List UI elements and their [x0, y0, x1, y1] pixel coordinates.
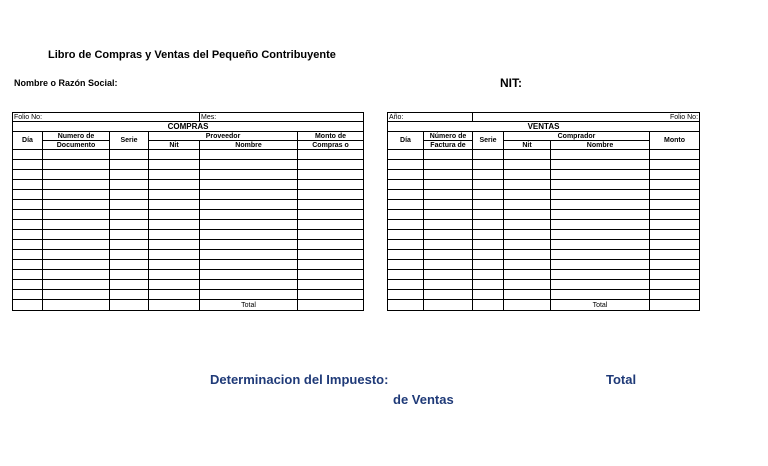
table-cell: [298, 210, 364, 220]
table-cell: [424, 190, 473, 200]
table-cell: [13, 210, 43, 220]
table-row: [13, 260, 364, 270]
table-cell: [388, 240, 424, 250]
table-cell: [13, 160, 43, 170]
table-cell: [388, 280, 424, 290]
table-cell: [424, 290, 473, 300]
table-row: [388, 250, 700, 260]
ano-label: Año:: [388, 113, 473, 122]
table-cell: [298, 290, 364, 300]
table-cell: [504, 240, 551, 250]
table-cell: [149, 240, 200, 250]
total-cell: [13, 300, 43, 311]
table-row: [388, 170, 700, 180]
table-row: [388, 210, 700, 220]
table-cell: [13, 290, 43, 300]
table-cell: [650, 270, 700, 280]
table-cell: [650, 220, 700, 230]
table-row: [388, 190, 700, 200]
table-cell: [13, 230, 43, 240]
table-cell: [149, 160, 200, 170]
determinacion-impuesto-label: Determinacion del Impuesto:: [210, 372, 389, 387]
col-monto: Monto: [650, 132, 700, 150]
table-row: [388, 240, 700, 250]
table-row: [13, 280, 364, 290]
table-cell: [298, 170, 364, 180]
col-serie: Serie: [473, 132, 504, 150]
table-row: [13, 170, 364, 180]
table-cell: [388, 250, 424, 260]
table-cell: [110, 260, 149, 270]
table-cell: [43, 270, 110, 280]
table-cell: [13, 260, 43, 270]
table-cell: [43, 180, 110, 190]
table-cell: [13, 270, 43, 280]
table-cell: [504, 250, 551, 260]
table-row: [388, 280, 700, 290]
compras-table: [12, 112, 364, 311]
table-cell: [110, 150, 149, 160]
table-cell: [650, 200, 700, 210]
table-row: [388, 150, 700, 160]
table-cell: [13, 200, 43, 210]
table-cell: [43, 200, 110, 210]
table-cell: [551, 210, 650, 220]
table-cell: [388, 150, 424, 160]
folio-no-label: Folio No:: [13, 113, 200, 122]
table-cell: [424, 270, 473, 280]
col-monto-line2: Compras o: [298, 141, 364, 150]
de-ventas-label: de Ventas: [393, 392, 454, 407]
nit-label: NIT:: [500, 76, 522, 90]
table-cell: [298, 160, 364, 170]
table-cell: [424, 220, 473, 230]
table-row: [13, 250, 364, 260]
total-label: Total: [606, 372, 637, 387]
table-cell: [298, 250, 364, 260]
table-cell: [149, 200, 200, 210]
table-cell: [504, 170, 551, 180]
table-cell: [551, 220, 650, 230]
table-cell: [551, 200, 650, 210]
table-cell: [43, 220, 110, 230]
table-cell: [110, 190, 149, 200]
table-cell: [388, 290, 424, 300]
table-cell: [551, 270, 650, 280]
table-cell: [551, 280, 650, 290]
table-cell: [298, 240, 364, 250]
table-cell: [110, 180, 149, 190]
compras-section-title: COMPRAS: [13, 122, 364, 132]
col-numero-line1: Numero de: [43, 132, 110, 141]
table-cell: [149, 190, 200, 200]
table-cell: [504, 160, 551, 170]
table-cell: [43, 230, 110, 240]
table-cell: [650, 170, 700, 180]
table-cell: [43, 250, 110, 260]
table-row: [388, 220, 700, 230]
table-cell: [149, 210, 200, 220]
table-cell: [473, 200, 504, 210]
table-cell: [110, 250, 149, 260]
col-comprador: Comprador: [504, 132, 650, 141]
table-cell: [110, 170, 149, 180]
table-cell: [650, 280, 700, 290]
table-row: [388, 160, 700, 170]
table-cell: [424, 180, 473, 190]
table-cell: [149, 280, 200, 290]
table-cell: [13, 250, 43, 260]
table-cell: [388, 230, 424, 240]
table-cell: [200, 280, 298, 290]
col-numero-line1: Número de: [424, 132, 473, 141]
table-cell: [149, 170, 200, 180]
table-cell: [424, 200, 473, 210]
table-cell: [650, 210, 700, 220]
table-cell: [650, 250, 700, 260]
table-row: [13, 160, 364, 170]
folio-no-label: Folio No:: [473, 113, 700, 122]
table-row: [13, 210, 364, 220]
table-row: [13, 190, 364, 200]
table-cell: [388, 210, 424, 220]
table-cell: [504, 180, 551, 190]
col-numero-line2: Documento: [43, 141, 110, 150]
table-cell: [149, 230, 200, 240]
table-cell: [473, 270, 504, 280]
table-cell: [650, 190, 700, 200]
table-cell: [551, 260, 650, 270]
table-cell: [473, 250, 504, 260]
table-row: [13, 240, 364, 250]
table-cell: [473, 240, 504, 250]
table-cell: [110, 230, 149, 240]
table-cell: [43, 240, 110, 250]
table-cell: [551, 240, 650, 250]
table-cell: [504, 260, 551, 270]
col-nit: Nit: [149, 141, 200, 150]
table-cell: [504, 190, 551, 200]
table-cell: [200, 290, 298, 300]
table-row: [13, 230, 364, 240]
table-cell: [200, 220, 298, 230]
table-cell: [43, 190, 110, 200]
ventas-rows: [388, 150, 700, 300]
table-cell: [298, 230, 364, 240]
table-cell: [13, 180, 43, 190]
table-cell: [551, 160, 650, 170]
table-cell: [149, 270, 200, 280]
table-cell: [473, 280, 504, 290]
table-cell: [424, 240, 473, 250]
table-cell: [200, 190, 298, 200]
ventas-table: [387, 112, 700, 311]
table-cell: [504, 220, 551, 230]
table-cell: [43, 260, 110, 270]
table-cell: [388, 160, 424, 170]
total-cell: [424, 300, 473, 311]
table-cell: [43, 170, 110, 180]
table-cell: [200, 150, 298, 160]
table-row: [13, 180, 364, 190]
table-cell: [504, 290, 551, 300]
col-dia: Día: [388, 132, 424, 150]
table-cell: [424, 160, 473, 170]
table-cell: [424, 210, 473, 220]
table-cell: [388, 200, 424, 210]
table-cell: [504, 230, 551, 240]
table-cell: [149, 250, 200, 260]
table-cell: [200, 200, 298, 210]
table-cell: [110, 290, 149, 300]
table-cell: [298, 220, 364, 230]
table-cell: [200, 260, 298, 270]
table-cell: [200, 210, 298, 220]
table-cell: [110, 220, 149, 230]
table-cell: [424, 250, 473, 260]
table-cell: [200, 240, 298, 250]
table-row: [388, 200, 700, 210]
total-cell: [473, 300, 504, 311]
table-cell: [388, 220, 424, 230]
table-cell: [473, 260, 504, 270]
table-cell: [13, 150, 43, 160]
table-cell: [473, 170, 504, 180]
col-proveedor: Proveedor: [149, 132, 298, 141]
table-cell: [504, 200, 551, 210]
col-nit: Nit: [504, 141, 551, 150]
table-cell: [298, 260, 364, 270]
table-row: [388, 270, 700, 280]
table-cell: [200, 180, 298, 190]
col-nombre: Nombre: [200, 141, 298, 150]
total-cell: [110, 300, 149, 311]
table-cell: [650, 240, 700, 250]
ventas-total-label: Total: [551, 300, 650, 311]
table-cell: [388, 180, 424, 190]
table-cell: [388, 260, 424, 270]
table-cell: [551, 250, 650, 260]
table-cell: [149, 290, 200, 300]
table-cell: [298, 150, 364, 160]
table-cell: [388, 190, 424, 200]
table-cell: [298, 200, 364, 210]
ventas-total-value: [650, 300, 700, 311]
table-cell: [473, 190, 504, 200]
table-cell: [504, 150, 551, 160]
table-cell: [650, 230, 700, 240]
total-cell: [43, 300, 110, 311]
table-cell: [43, 290, 110, 300]
table-row: [13, 200, 364, 210]
table-cell: [149, 260, 200, 270]
table-cell: [551, 230, 650, 240]
table-cell: [298, 270, 364, 280]
table-cell: [110, 240, 149, 250]
table-cell: [110, 160, 149, 170]
table-cell: [424, 230, 473, 240]
table-cell: [424, 260, 473, 270]
table-cell: [650, 150, 700, 160]
table-cell: [504, 270, 551, 280]
table-row: [13, 270, 364, 280]
table-cell: [298, 280, 364, 290]
col-serie: Serie: [110, 132, 149, 150]
table-row: [388, 180, 700, 190]
table-cell: [424, 170, 473, 180]
table-cell: [200, 160, 298, 170]
table-cell: [473, 290, 504, 300]
table-cell: [200, 170, 298, 180]
page-title: Libro de Compras y Ventas del Pequeño Contribuyente: [48, 49, 336, 61]
col-dia: Día: [13, 132, 43, 150]
compras-total-value: [298, 300, 364, 311]
col-nombre: Nombre: [551, 141, 650, 150]
table-row: [13, 220, 364, 230]
table-cell: [424, 150, 473, 160]
table-cell: [200, 250, 298, 260]
total-cell: [388, 300, 424, 311]
col-monto-line1: Monto de: [298, 132, 364, 141]
table-cell: [13, 190, 43, 200]
ventas-section-title: VENTAS: [388, 122, 700, 132]
table-cell: [473, 180, 504, 190]
table-cell: [504, 210, 551, 220]
table-cell: [473, 220, 504, 230]
table-cell: [298, 190, 364, 200]
table-cell: [43, 160, 110, 170]
table-cell: [200, 270, 298, 280]
table-cell: [551, 190, 650, 200]
table-cell: [13, 240, 43, 250]
col-numero-line2: Factura de: [424, 141, 473, 150]
table-row: [13, 290, 364, 300]
compras-total-label: Total: [200, 300, 298, 311]
table-cell: [13, 280, 43, 290]
table-cell: [110, 200, 149, 210]
table-cell: [424, 280, 473, 290]
table-cell: [473, 150, 504, 160]
table-cell: [110, 280, 149, 290]
table-cell: [13, 170, 43, 180]
total-cell: [504, 300, 551, 311]
table-cell: [110, 270, 149, 280]
compras-rows: [13, 150, 364, 300]
table-cell: [504, 280, 551, 290]
table-cell: [473, 210, 504, 220]
table-cell: [43, 150, 110, 160]
table-cell: [149, 180, 200, 190]
table-cell: [43, 280, 110, 290]
table-cell: [13, 220, 43, 230]
table-cell: [650, 180, 700, 190]
table-cell: [473, 160, 504, 170]
table-row: [388, 290, 700, 300]
table-row: [13, 150, 364, 160]
table-cell: [551, 290, 650, 300]
table-cell: [43, 210, 110, 220]
table-cell: [650, 290, 700, 300]
table-cell: [551, 150, 650, 160]
table-cell: [473, 230, 504, 240]
table-cell: [149, 220, 200, 230]
table-cell: [650, 260, 700, 270]
table-cell: [551, 170, 650, 180]
nombre-razon-social-label: Nombre o Razón Social:: [14, 78, 118, 88]
table-cell: [298, 180, 364, 190]
total-cell: [149, 300, 200, 311]
table-cell: [650, 160, 700, 170]
table-cell: [551, 180, 650, 190]
table-cell: [388, 170, 424, 180]
table-cell: [388, 270, 424, 280]
table-row: [388, 230, 700, 240]
mes-label: Mes:: [200, 113, 364, 122]
table-cell: [200, 230, 298, 240]
table-cell: [149, 150, 200, 160]
table-cell: [110, 210, 149, 220]
table-row: [388, 260, 700, 270]
